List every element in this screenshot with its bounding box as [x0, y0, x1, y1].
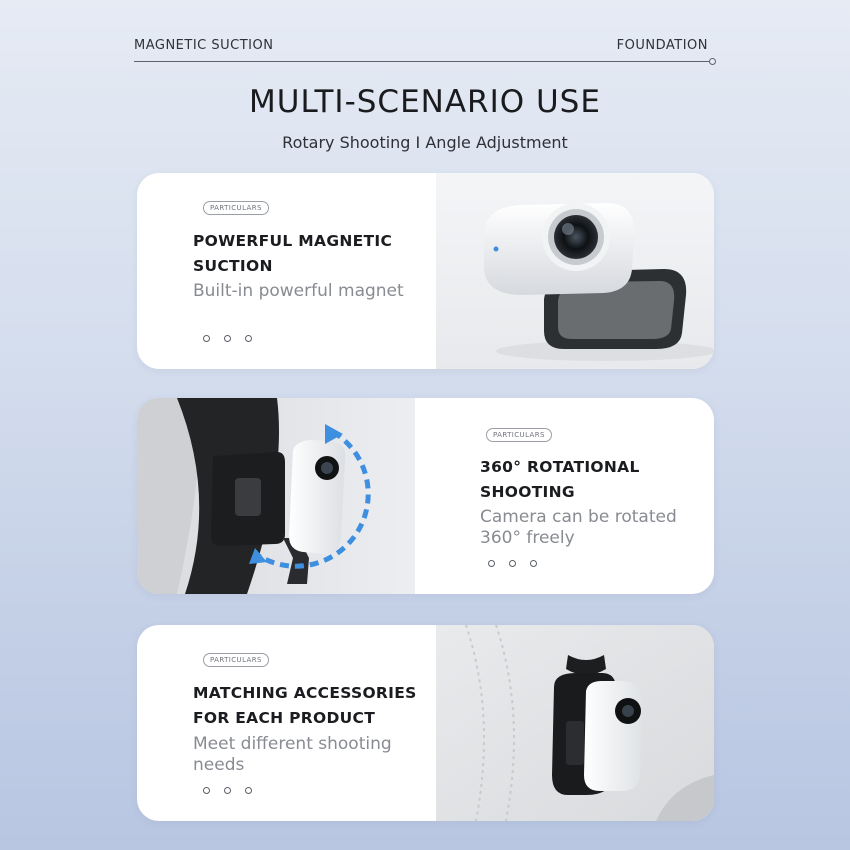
feature-text	[193, 173, 433, 369]
camera-magnet-photo	[436, 173, 714, 369]
feature-heading: 360° ROTATIONAL SHOOTING	[480, 458, 640, 501]
backpack-rotation-illustration	[137, 398, 415, 594]
header-divider	[134, 61, 710, 62]
feature-text	[480, 398, 710, 594]
shirt-clip-photo	[436, 625, 714, 821]
dot-icon	[530, 560, 537, 567]
dots-indicator	[488, 560, 537, 567]
feature-description: Camera can be rotated 360° freely	[480, 507, 677, 548]
particulars-badge: PARTICULARS	[203, 653, 269, 667]
dot-icon	[203, 787, 210, 794]
dot-icon	[488, 560, 495, 567]
dot-icon	[224, 787, 231, 794]
feature-card-magnetic	[137, 173, 714, 369]
backpack-mount-photo	[137, 398, 415, 594]
feature-text	[193, 625, 433, 821]
feature-card-rotational	[137, 398, 714, 594]
dot-icon	[509, 560, 516, 567]
header-rule	[134, 38, 710, 68]
feature-description: Meet different shooting needs	[193, 734, 392, 775]
dot-icon	[224, 335, 231, 342]
dot-icon	[245, 787, 252, 794]
dot-icon	[245, 335, 252, 342]
page-subtitle: Rotary Shooting I Angle Adjustment	[282, 133, 568, 152]
feature-heading: MATCHING ACCESSORIES FOR EACH PRODUCT	[193, 684, 417, 727]
particulars-badge: PARTICULARS	[486, 428, 552, 442]
feature-card-accessories	[137, 625, 714, 821]
dot-icon	[203, 335, 210, 342]
particulars-badge: PARTICULARS	[203, 201, 269, 215]
shirt-clip-mount-illustration	[436, 625, 714, 821]
feature-description: Built-in powerful magnet	[193, 281, 404, 301]
magnetic-suction-label: MAGNETIC SUCTION	[134, 38, 274, 53]
foundation-label: FOUNDATION	[616, 38, 708, 53]
camera-with-magnet-base-illustration	[436, 173, 714, 369]
dots-indicator	[203, 787, 252, 794]
page-title: MULTI-SCENARIO USE	[249, 84, 601, 120]
header-divider-end-icon	[709, 58, 716, 65]
feature-heading: POWERFUL MAGNETIC SUCTION	[193, 232, 393, 275]
dots-indicator	[203, 335, 252, 342]
